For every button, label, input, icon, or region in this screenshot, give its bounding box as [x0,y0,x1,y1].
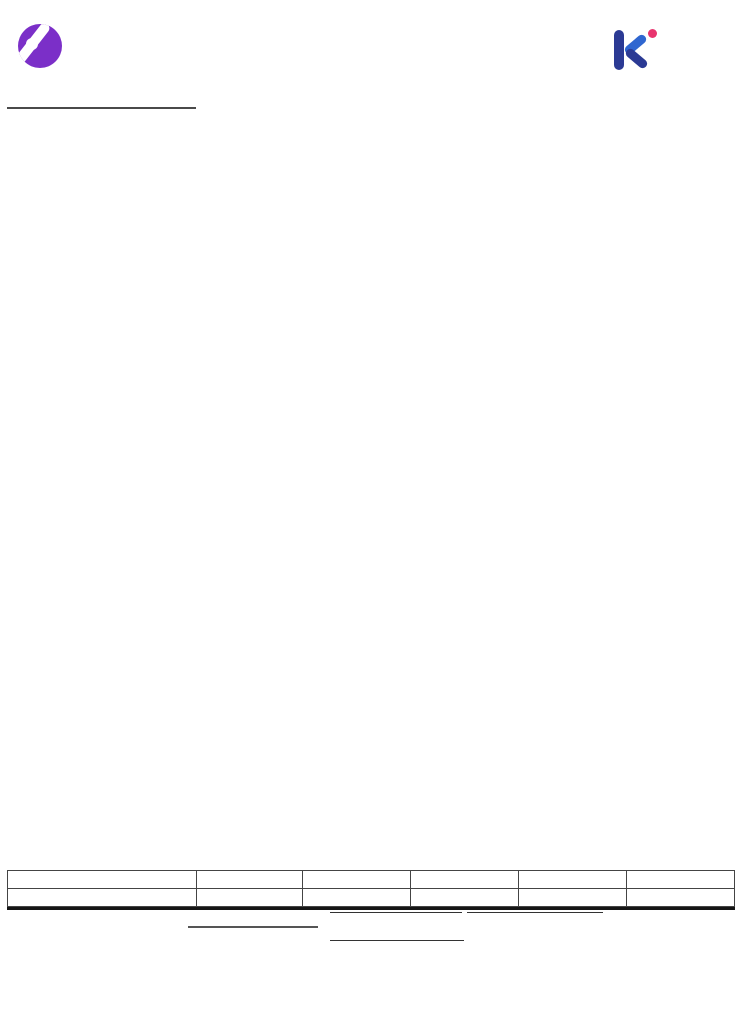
withdrawals-section [330,910,462,926]
korea-open-logo [610,28,662,74]
prize-points-table [7,870,735,907]
seeded-players-table [188,926,318,928]
korea-open-dot-icon [648,29,657,38]
wta-emblem-icon [18,24,62,68]
prize-col-quarterfinals [302,871,410,906]
round-header [519,871,627,889]
retirements-heading [467,910,603,913]
round-header [411,871,518,889]
round-of-32-table [7,107,196,109]
round-header [303,871,410,889]
prize-col-final [518,871,627,906]
withdrawal-entry [330,916,462,926]
prize-col-round16 [196,871,302,906]
prize-col-winner [626,871,734,906]
wta-500-logo [18,24,68,68]
tournament-title-block [0,22,743,27]
lucky-losers-heading [330,938,464,941]
prize-col-round32 [8,871,196,906]
retirements-section [467,910,603,926]
lucky-losers-section [330,938,464,944]
round-header [197,871,302,889]
round-header [627,871,734,889]
round-header [8,871,196,889]
prize-col-semifinals [410,871,518,906]
korea-open-k-icon [610,28,658,74]
retirement-entry [467,916,603,926]
withdrawals-heading [330,910,462,913]
